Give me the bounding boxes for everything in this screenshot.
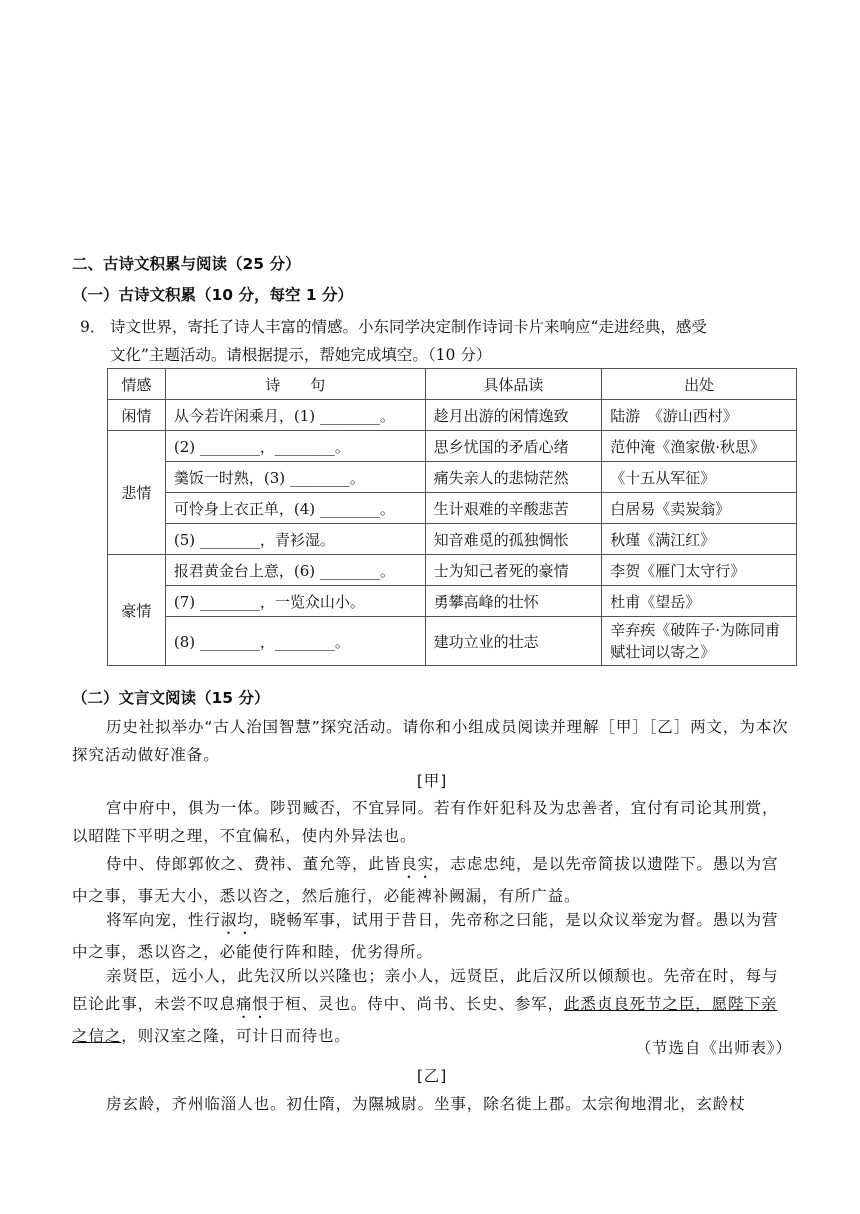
dotted-word: 痛恨 bbox=[236, 995, 269, 1013]
dotted-word: 良实 bbox=[401, 855, 435, 873]
question-line-2: 文化”主题活动。请根据提示，帮她完成填空。（10 分） bbox=[110, 346, 492, 364]
verse-cell: 从今若许闲乘月，(1) ________。 bbox=[165, 400, 425, 431]
header-cell: 情感 bbox=[108, 369, 166, 400]
source-cell: 辛弃疾《破阵子·为陈同甫赋壮词以寄之》 bbox=[602, 617, 797, 666]
passage-jia-label: [甲] bbox=[416, 772, 448, 790]
reading-cell: 士为知己者死的豪情 bbox=[425, 555, 602, 586]
reading-cell: 思乡忧国的矛盾心绪 bbox=[425, 431, 602, 462]
table-row bbox=[108, 493, 797, 524]
question-9 bbox=[80, 313, 792, 369]
table-row bbox=[108, 586, 797, 617]
source-cell: 杜甫《望岳》 bbox=[602, 586, 797, 617]
text-run: ，志虑忠纯，是以先帝简拔以遗陛下。愚以为宫中之事，事无大小，悉以咨之，然后施行，必能裨补阙漏，有所广益。 bbox=[72, 855, 779, 905]
source-cell: 《十五从军征》 bbox=[602, 462, 797, 493]
source-cell: 范仲淹《渔家傲·秋思》 bbox=[602, 431, 797, 462]
source-cell: 陆游 《游山西村》 bbox=[602, 400, 797, 431]
table-header-row bbox=[108, 369, 797, 400]
passage-jia-source: （节选自《出师表》） bbox=[635, 1039, 792, 1057]
question-number: 9． bbox=[80, 318, 106, 336]
source-cell: 秋瑾《满江红》 bbox=[602, 524, 797, 555]
text-run: ，则汉室之隆，可计日而待也。 bbox=[121, 1027, 351, 1045]
header-cell: 出处 bbox=[602, 369, 797, 400]
text-run: ，晓畅军事，试用于昔日，先帝称之曰能，是以众议举宠为督。愚以为营中之事，悉以咨之，必能使行阵和睦，优劣得所。 bbox=[72, 911, 779, 961]
subsection-heading-1: （一）古诗文积累（10 分，每空 1 分） bbox=[72, 286, 354, 304]
verse-cell: 可怜身上衣正单，(4) ________。 bbox=[165, 493, 425, 524]
source-cell: 李贺《雁门太守行》 bbox=[602, 555, 797, 586]
table-row bbox=[108, 617, 797, 666]
passage-jia-paragraph-2 bbox=[72, 850, 792, 910]
header-cell: 诗 句 bbox=[165, 369, 425, 400]
text-run: 侍中、侍郎郭攸之、费祎、董允等，此皆 bbox=[106, 855, 402, 873]
table-row bbox=[108, 524, 797, 555]
subsection-heading-2: （二）文言文阅读（15 分） bbox=[72, 689, 270, 707]
reading-cell: 痛失亲人的悲恸茫然 bbox=[425, 462, 602, 493]
table-row bbox=[108, 431, 797, 462]
question-line-1: 诗文世界，寄托了诗人丰富的情感。小东同学决定制作诗词卡片来响应“走进经典，感受 bbox=[110, 318, 707, 336]
table-row bbox=[108, 555, 797, 586]
text-run: 于桓、灵也。侍中、尚书、长史、参军， bbox=[268, 995, 565, 1013]
underlined-sentence: 此悉贞良死节之臣，愿陛下亲之信之 bbox=[72, 995, 778, 1045]
passage-jia-paragraph-3 bbox=[72, 906, 792, 966]
reading-cell: 建功立业的壮志 bbox=[425, 617, 602, 666]
verse-cell: 报君黄金台上意，(6) ________。 bbox=[165, 555, 425, 586]
passage-yi-label: [乙] bbox=[416, 1067, 448, 1085]
verse-cell: (2) ________，________。 bbox=[165, 431, 425, 462]
header-cell: 具体品读 bbox=[425, 369, 602, 400]
poetry-card-table bbox=[107, 368, 797, 666]
reading-cell: 生计艰难的辛酸悲苦 bbox=[425, 493, 602, 524]
table-row bbox=[108, 400, 797, 431]
verse-cell: (7) ________，一览众山小。 bbox=[165, 586, 425, 617]
table-row bbox=[108, 462, 797, 493]
section-heading: 二、古诗文积累与阅读（25 分） bbox=[72, 255, 301, 273]
source-cell: 白居易《卖炭翁》 bbox=[602, 493, 797, 524]
passage-yi-paragraph-1: 房玄龄，齐州临淄人也。初仕隋，为隰城尉。坐事，除名徙上郡。太宗徇地渭北，玄龄杖 bbox=[106, 1095, 746, 1113]
passage-jia-paragraph-1: 宫中府中，俱为一体。陟罚臧否，不宜异同。若有作奸犯科及为忠善者，宜付有司论其刑赏，以昭陛下平明之理，不宜偏私，使内外异法也。 bbox=[72, 799, 779, 845]
text-run: 将军向宠，性行 bbox=[106, 911, 221, 929]
text-run: 亲贤臣，远小人，此先汉所以兴隆也；亲小人，远贤臣，此后汉所以倾颓也。先帝在时，每与臣论此事，未尝不叹息 bbox=[72, 967, 779, 1013]
emotion-cell: 悲情 bbox=[108, 431, 166, 555]
emotion-cell: 闲情 bbox=[108, 400, 166, 431]
emotion-cell: 豪情 bbox=[108, 555, 166, 666]
verse-cell: (5) ________，青衫湿。 bbox=[165, 524, 425, 555]
reading-cell: 勇攀高峰的壮怀 bbox=[425, 586, 602, 617]
activity-intro: 历史社拟举办“古人治国智慧”探究活动。请你和小组成员阅读并理解［甲］［乙］两文，为本次探究活动做好准备。 bbox=[72, 718, 789, 764]
verse-cell: (8) ________，________。 bbox=[165, 617, 425, 666]
reading-cell: 趁月出游的闲情逸致 bbox=[425, 400, 602, 431]
verse-cell: 羹饭一时熟，(3) ________。 bbox=[165, 462, 425, 493]
dotted-word: 淑均 bbox=[220, 911, 254, 929]
reading-cell: 知音难觅的孤独惆怅 bbox=[425, 524, 602, 555]
